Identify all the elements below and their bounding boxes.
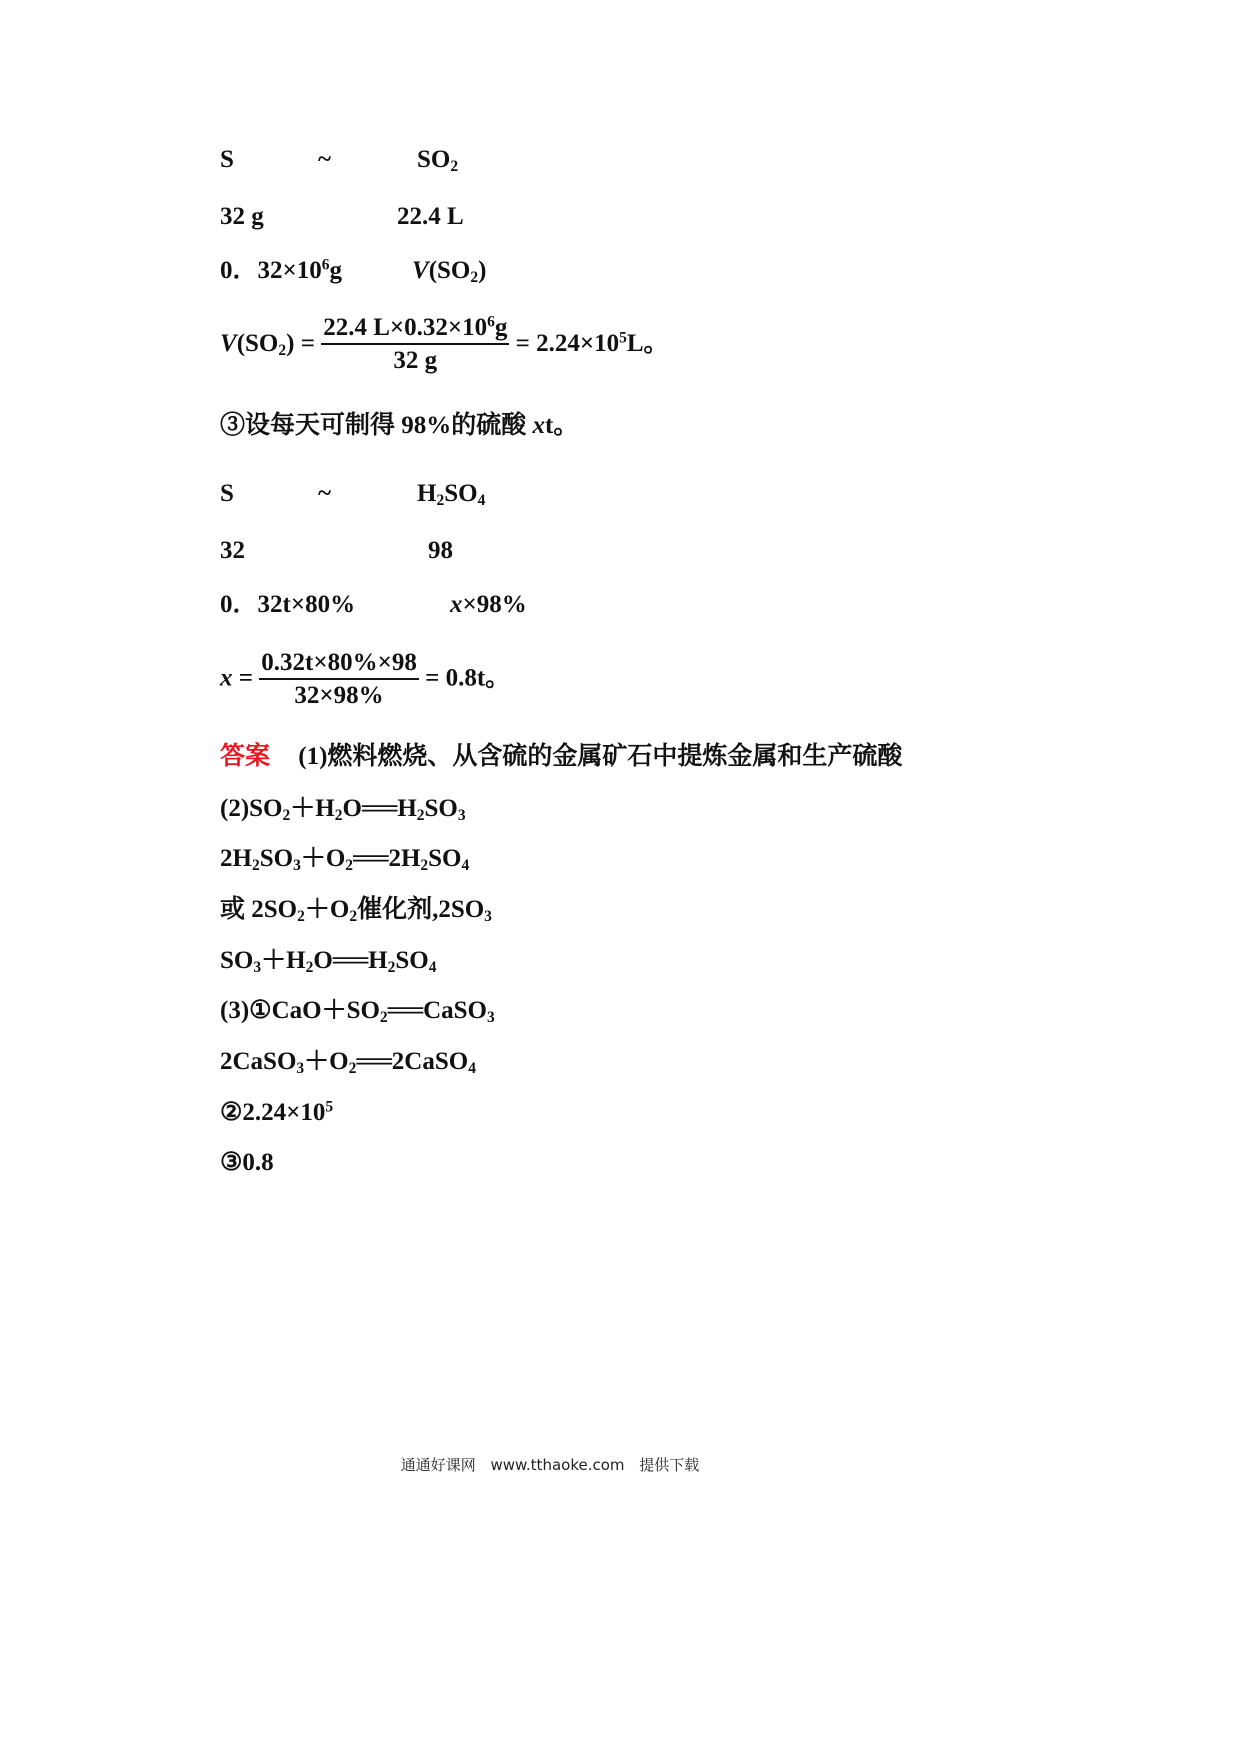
answer-line-4: 或 $2SO_2+O_2$催化剂$,2SO_3$ (220, 896, 492, 925)
fraction-numerator: 0.32t×80%×98 (259, 648, 419, 680)
element-s: S (220, 146, 234, 173)
x-equation (220, 648, 510, 712)
equation-lhs: x = (220, 664, 253, 692)
answer-line-1 (220, 741, 902, 773)
answer-label: 答案 (220, 743, 271, 770)
proportional-symbol: ~ (318, 480, 332, 507)
compound-h2so4: $H_2SO_4$ (417, 480, 486, 509)
footer-url: www.tthaoke.com (490, 1456, 625, 1474)
fraction-numerator: 22.4 $L\times 0.32\times 10^6g$ (321, 313, 509, 345)
fraction-denominator: 32×98% (294, 682, 384, 709)
answer-line-8: $②2.24\times 10^5$ (220, 1098, 334, 1126)
mass-value: 32 g (220, 203, 264, 230)
equation-result: = 0.8t。 (425, 664, 511, 692)
molar-mass-h2so4: 98 (428, 537, 453, 564)
answer-line-5: $SO_3+H_2O══H_2SO_4$ (220, 947, 437, 976)
step-3-heading: ③设每天可制得 98%的硫酸 xt。 (220, 412, 579, 439)
answer-line-2: $(2)SO_2+H_2O══H_2SO_3$ (220, 795, 466, 824)
equation-fraction (259, 648, 419, 712)
volume-value: 22.4 L (397, 203, 464, 230)
footer-action: 提供下载 (639, 1456, 700, 1474)
answer-line-7: $2CaSO_3+O_2══2CaSO_4$ (220, 1048, 476, 1077)
answer-part-1: (1)燃料燃烧、从含硫的金属矿石中提炼金属和生产硫酸 (298, 743, 903, 770)
fraction-denominator: 32 g (393, 347, 438, 374)
molar-mass-s: 32 (220, 537, 245, 564)
unknown-volume: $V(SO_2)$ (412, 257, 487, 286)
answer-line-6: $(3)①CaO+SO_2══CaSO_3$ (220, 997, 495, 1026)
unknown-amount: x×98% (450, 591, 527, 618)
page-footer (0, 1454, 1100, 1475)
compound-so2: $SO_2$ (417, 146, 459, 175)
answer-line-3: $2H_2SO_3+O_2══2H_2SO_4$ (220, 845, 470, 874)
given-amount: 0．32t×80% (220, 591, 356, 618)
equation-fraction (321, 313, 509, 377)
element-s: S (220, 480, 234, 507)
volume-equation (220, 313, 669, 377)
answer-line-9: ③0.8 (220, 1149, 274, 1176)
footer-site-name: 通通好课网 (400, 1456, 476, 1474)
given-mass: 0．$32\times 10^6g$ (220, 256, 342, 284)
equation-lhs: $V(SO_2)$ = (220, 329, 315, 359)
proportional-symbol: ~ (318, 146, 332, 173)
equation-result: = $2.24\times 10^5L$。 (515, 329, 669, 357)
